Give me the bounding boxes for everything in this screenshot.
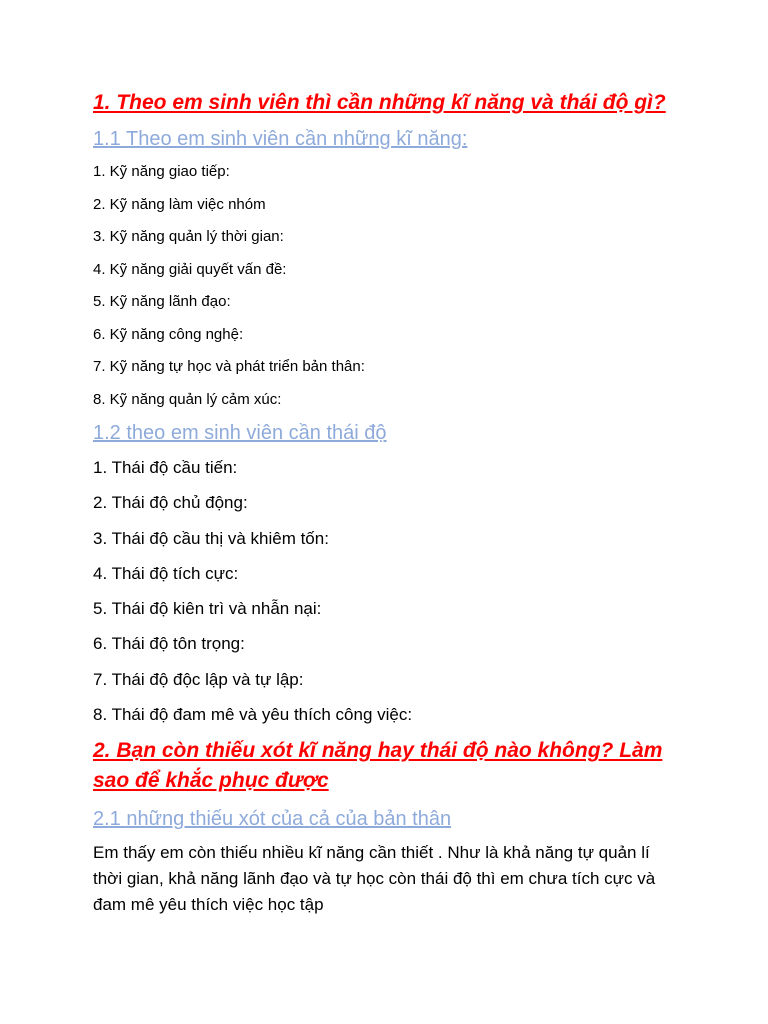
skill-item: 1. Kỹ năng giao tiếp: <box>93 163 230 180</box>
attitude-item: 4. Thái độ tích cực: <box>93 563 239 583</box>
section-1-1-heading: 1.1 Theo em sinh viên cần những kĩ năng: <box>93 128 468 150</box>
attitude-item: 5. Thái độ kiên trì và nhẫn nại: <box>93 599 322 619</box>
skill-item: 2. Kỹ năng làm việc nhóm <box>93 195 266 213</box>
attitude-item: 2. Thái độ chủ động: <box>93 493 248 513</box>
section-2-heading-line-1: 2. Bạn còn thiếu xót kĩ năng hay thái độ nào không? Làm <box>93 739 663 763</box>
attitudes-list <box>93 450 693 732</box>
attitude-item: 7. Thái độ độc lập và tự lập: <box>93 669 304 689</box>
skill-item: 3. Kỹ năng quản lý thời gian: <box>93 228 284 245</box>
shortcomings-paragraph: Em thấy em còn thiếu nhiều kĩ năng cần thiết . Như là khả năng tự quản lí thời gian, khả năng lãnh đạo và tự học còn thái độ thì em chưa tích cực và đam mê yêu thích việc học tập <box>93 843 656 915</box>
skill-item: 5. Kỹ năng lãnh đạo: <box>93 293 231 310</box>
attitude-item: 6. Thái độ tôn trọng: <box>93 634 245 654</box>
section-2-heading <box>93 736 693 796</box>
section-1-heading: 1. Theo em sinh viên thì cần những kĩ năng và thái độ gì? <box>93 91 666 114</box>
attitude-item: 3. Thái độ cầu thị và khiêm tốn: <box>93 528 329 548</box>
skill-item: 4. Kỹ năng giải quyết vấn đề: <box>93 260 287 278</box>
section-2-heading-line-2: sao để khắc phục được <box>93 769 329 793</box>
section-2-1-heading: 2.1 những thiếu xót của cả của bản thân <box>93 808 452 831</box>
attitude-item: 1. Thái độ cầu tiến: <box>93 458 238 477</box>
skill-item: 7. Kỹ năng tự học và phát triển bản thân: <box>93 358 365 375</box>
skill-item: 6. Kỹ năng công nghệ: <box>93 325 244 343</box>
skill-item: 8. Kỹ năng quản lý cảm xúc: <box>93 390 282 408</box>
section-1-2-heading: 1.2 theo em sinh viên cần thái độ <box>93 422 387 444</box>
skills-list <box>93 156 693 416</box>
document-page <box>93 88 693 918</box>
attitude-item: 8. Thái độ đam mê và yêu thích công việc: <box>93 705 413 725</box>
